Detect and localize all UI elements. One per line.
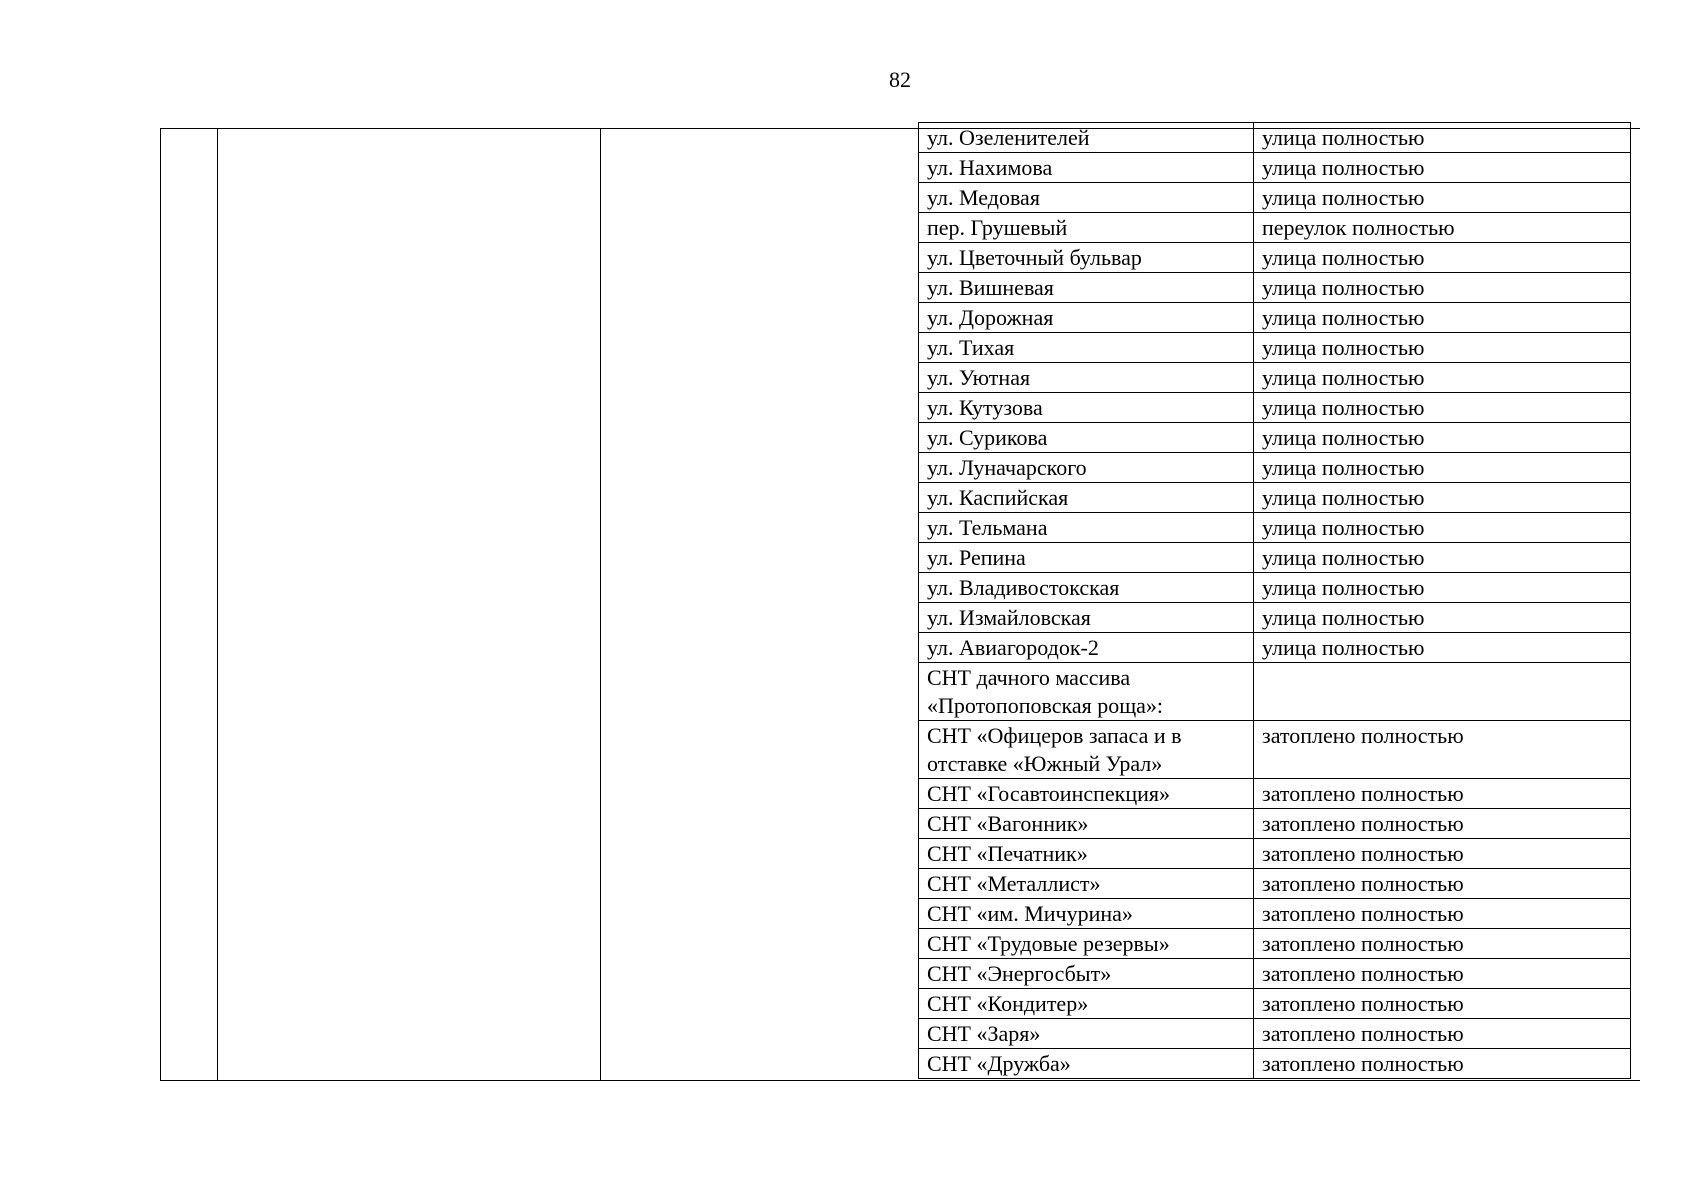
status-cell: улица полностью bbox=[1254, 153, 1631, 183]
table-row bbox=[919, 303, 1631, 333]
place-cell: ул. Цветочный бульвар bbox=[919, 243, 1254, 273]
table-row bbox=[919, 123, 1631, 153]
table-row bbox=[919, 809, 1631, 839]
place-cell: ул. Сурикова bbox=[919, 423, 1254, 453]
place-cell: СНТ «Энергосбыт» bbox=[919, 959, 1254, 989]
status-cell: улица полностью bbox=[1254, 363, 1631, 393]
table-row bbox=[919, 573, 1631, 603]
place-cell: СНТ «Заря» bbox=[919, 1019, 1254, 1049]
table-row bbox=[919, 721, 1631, 779]
place-cell: СНТ дачного массива «Протопоповская роща»: bbox=[919, 663, 1254, 721]
table-row bbox=[919, 1049, 1631, 1079]
table-row bbox=[919, 899, 1631, 929]
status-cell: затоплено полностью bbox=[1254, 899, 1631, 929]
streets-table bbox=[918, 122, 1631, 1079]
status-cell: улица полностью bbox=[1254, 423, 1631, 453]
status-cell: улица полностью bbox=[1254, 303, 1631, 333]
status-cell: улица полностью bbox=[1254, 573, 1631, 603]
table-row bbox=[919, 929, 1631, 959]
status-cell: улица полностью bbox=[1254, 453, 1631, 483]
status-cell: затоплено полностью bbox=[1254, 929, 1631, 959]
status-cell: улица полностью bbox=[1254, 513, 1631, 543]
status-cell: затоплено полностью bbox=[1254, 809, 1631, 839]
place-cell: СНТ «Печатник» bbox=[919, 839, 1254, 869]
place-cell: ул. Медовая bbox=[919, 183, 1254, 213]
table-row bbox=[919, 153, 1631, 183]
status-cell: переулок полностью bbox=[1254, 213, 1631, 243]
status-cell: затоплено полностью bbox=[1254, 779, 1631, 809]
place-cell: ул. Луначарского bbox=[919, 453, 1254, 483]
status-cell: улица полностью bbox=[1254, 393, 1631, 423]
table-row bbox=[919, 633, 1631, 663]
place-cell: СНТ «Госавтоинспекция» bbox=[919, 779, 1254, 809]
place-cell: ул. Уютная bbox=[919, 363, 1254, 393]
place-cell: ул. Владивостокская bbox=[919, 573, 1254, 603]
streets-table-body bbox=[919, 123, 1631, 1079]
place-cell: ул. Измайловская bbox=[919, 603, 1254, 633]
place-cell: ул. Вишневая bbox=[919, 273, 1254, 303]
status-cell: улица полностью bbox=[1254, 543, 1631, 573]
table-row bbox=[919, 333, 1631, 363]
place-cell: ул. Тельмана bbox=[919, 513, 1254, 543]
table-row bbox=[919, 959, 1631, 989]
table-row bbox=[919, 779, 1631, 809]
status-cell: улица полностью bbox=[1254, 123, 1631, 153]
place-cell: ул. Авиагородок-2 bbox=[919, 633, 1254, 663]
status-cell: затоплено полностью bbox=[1254, 721, 1631, 779]
place-cell: СНТ «им. Мичурина» bbox=[919, 899, 1254, 929]
table-row bbox=[919, 513, 1631, 543]
place-cell: СНТ «Металлист» bbox=[919, 869, 1254, 899]
place-cell: ул. Озеленителей bbox=[919, 123, 1254, 153]
place-cell: СНТ «Вагонник» bbox=[919, 809, 1254, 839]
place-cell: пер. Грушевый bbox=[919, 213, 1254, 243]
column-divider-1 bbox=[217, 128, 218, 1081]
table-row bbox=[919, 273, 1631, 303]
table-row bbox=[919, 543, 1631, 573]
table-row bbox=[919, 423, 1631, 453]
place-cell: СНТ «Дружба» bbox=[919, 1049, 1254, 1079]
table-row bbox=[919, 243, 1631, 273]
column-divider-2 bbox=[600, 128, 601, 1081]
place-cell: ул. Тихая bbox=[919, 333, 1254, 363]
table-row bbox=[919, 1019, 1631, 1049]
place-cell: СНТ «Офицеров запаса и в отставке «Южный Урал» bbox=[919, 721, 1254, 779]
status-cell: улица полностью bbox=[1254, 333, 1631, 363]
place-cell: ул. Нахимова bbox=[919, 153, 1254, 183]
status-cell: улица полностью bbox=[1254, 633, 1631, 663]
table-row bbox=[919, 183, 1631, 213]
table-row bbox=[919, 989, 1631, 1019]
table-row bbox=[919, 453, 1631, 483]
place-cell: ул. Репина bbox=[919, 543, 1254, 573]
place-cell: СНТ «Кондитер» bbox=[919, 989, 1254, 1019]
place-cell: ул. Дорожная bbox=[919, 303, 1254, 333]
table-row bbox=[919, 839, 1631, 869]
status-cell bbox=[1254, 663, 1631, 721]
status-cell: затоплено полностью bbox=[1254, 1049, 1631, 1079]
table-row bbox=[919, 603, 1631, 633]
page-number: 82 bbox=[889, 67, 911, 92]
status-cell: затоплено полностью bbox=[1254, 839, 1631, 869]
place-cell: ул. Кутузова bbox=[919, 393, 1254, 423]
status-cell: улица полностью bbox=[1254, 603, 1631, 633]
status-cell: улица полностью bbox=[1254, 483, 1631, 513]
table-row bbox=[919, 363, 1631, 393]
table-row bbox=[919, 393, 1631, 423]
table-row bbox=[919, 663, 1631, 721]
status-cell: затоплено полностью bbox=[1254, 959, 1631, 989]
table-row bbox=[919, 869, 1631, 899]
place-cell: ул. Каспийская bbox=[919, 483, 1254, 513]
table-row bbox=[919, 213, 1631, 243]
status-cell: улица полностью bbox=[1254, 183, 1631, 213]
status-cell: затоплено полностью bbox=[1254, 989, 1631, 1019]
status-cell: улица полностью bbox=[1254, 243, 1631, 273]
status-cell: улица полностью bbox=[1254, 273, 1631, 303]
status-cell: затоплено полностью bbox=[1254, 1019, 1631, 1049]
place-cell: СНТ «Трудовые резервы» bbox=[919, 929, 1254, 959]
status-cell: затоплено полностью bbox=[1254, 869, 1631, 899]
table-row bbox=[919, 483, 1631, 513]
